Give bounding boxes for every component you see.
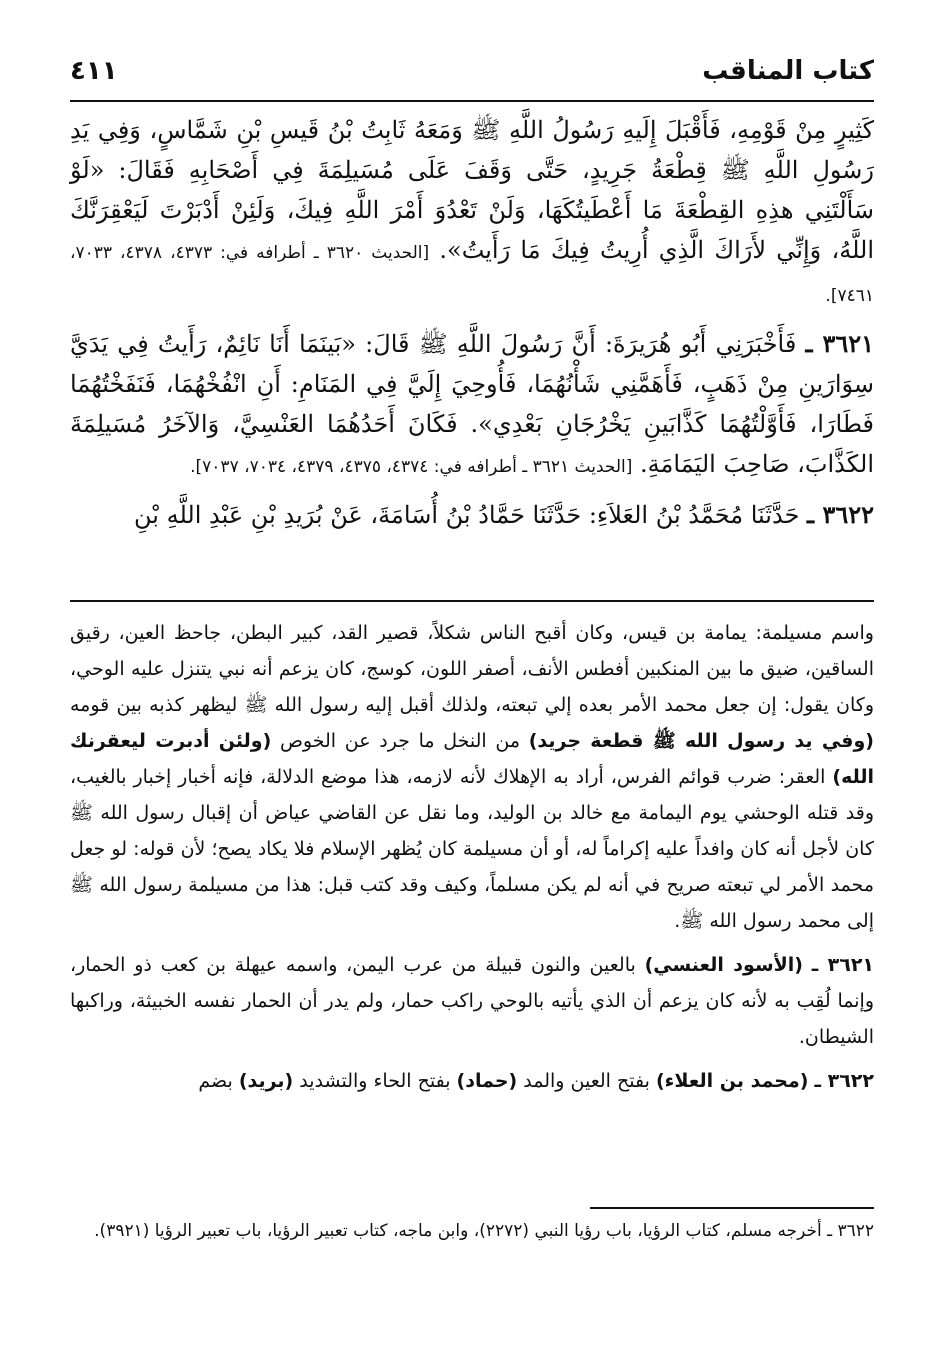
page-header xyxy=(70,52,874,102)
hadith-3622-text: حَدَّثَنَا مُحَمَّدُ بْنُ العَلاَءِ: حَدَّثَنَا حَمَّادُ بْنُ أُسَامَةَ، عَنْ بُرَيدِ بْنِ عَبْدِ اللَّهِ بْنِ xyxy=(134,501,800,529)
commentary-text: من النخل ما جرد عن الخوص xyxy=(279,730,521,752)
commentary-text: واسم مسيلمة: يمامة بن قيس، وكان أقبح الناس شكلاً، قصير القد، كبير البطن، جاحظ العين، رقيق الساقين، ضيق ما بين المنكبين أفطس الأنف، أصفر اللون، كوسج، كان يزعم أنه نبي يتنزل عليه الوحي، وكان يقول: إن جعل محمد الأمر بعده إلي تبعته، ولذلك أقبل إليه رسول الله ﷺ ليظهر كذبه بين قومه xyxy=(70,622,874,716)
commentary-text: بضم xyxy=(198,1070,233,1092)
commentary-text: العقر: ضرب قوائم الفرس، أراد به الإهلاك لأنه لازمه، هذا موضع الدلالة، فإنه أخبار إخبار بالغيب، وقد قتله الوحشي يوم اليمامة مع خالد بن الوليد، وما نقل عن القاضي عياض أن إقبال رسول الله ﷺ كان لأجل أنه كان وافداً عليه إكراماً له، أو أن مسيلمة كان يُظهر الإسلام فلا يكاد يصح؛ لأن قوله: لو جعل محمد الأمر لي تبعته صريح في أنه لم يكن مسلماً، وكيف وقد كتب قبل: هذا من مسيلمة رسول الله ﷺ إلى محمد رسول الله ﷺ. xyxy=(70,766,874,932)
commentary-heading: (وفي يد رسول الله ﷺ قطعة جريد) xyxy=(528,730,874,752)
commentary-heading: (بريد) xyxy=(238,1070,294,1092)
commentary-block xyxy=(70,615,874,1107)
page-number: ٤١١ xyxy=(70,56,118,86)
commentary-divider xyxy=(70,600,874,602)
hadith-3620-text: كَثِيرٍ مِنْ قَوْمِهِ، فَأَقْبَلَ إِلَيهِ رَسُولُ اللَّهِ ﷺ وَمَعَهُ ثَابِتُ بْنُ قَيسِ بْنِ شَمَّاسٍ، وَفِي يَدِ رَسُولِ اللَّهِ ﷺ قِطْعَةُ جَرِيدٍ، حَتَّى وَقَفَ عَلَى مُسَيلِمَةَ فِي أَصْحَابِهِ فَقَالَ: «لَوْ سَأَلْتَنِي هذِهِ القِطْعَةَ مَا أَعْطَيتُكَهَا، وَلَنْ تَعْدُوَ أَمْرَ اللَّهِ فِيكَ، وَلَئِنْ أَدْبَرْتَ لَيَعْقِرَنَّكَ اللَّهُ، وَإِنِّي لأَرَاكَ الَّذِي أُرِيتُ فِيكَ مَا رَأَيتُ». xyxy=(70,116,875,264)
hadith-3620-continuation xyxy=(70,110,874,316)
footnote-divider xyxy=(590,1207,874,1209)
commentary-number: ٣٦٢١ ـ xyxy=(811,954,875,976)
hadith-text-block xyxy=(70,110,874,543)
commentary-text: بالعين والنون قبيلة من عرب اليمن، واسمه عيهلة بن كعب ذو الحمار، وإنما لُقِب به لأنه كان يزعم أن الذي يأتيه بالوحي راكب حمار، ولم يدر أن الحمار نفسه الخبيثة، وراكبها الشيطان. xyxy=(70,954,874,1048)
commentary-heading: (الأسود العنسي) xyxy=(644,954,803,976)
hadith-3621-number: ٣٦٢١ ـ xyxy=(805,329,874,358)
commentary-text: بفتح الحاء والتشديد xyxy=(299,1070,451,1092)
commentary-heading: (ولئن أدبرت ليعقرنك الله) xyxy=(70,730,874,788)
hadith-3621-ref: [الحديث ٣٦٢١ ـ أطرافه في: ٤٣٧٤، ٤٣٧٥، ٤٣٧٩، ٧٠٣٤، ٧٠٣٧]. xyxy=(190,457,633,477)
footnote xyxy=(70,1215,874,1247)
hadith-3621 xyxy=(70,324,874,487)
hadith-3622-number: ٣٦٢٢ ـ xyxy=(807,500,874,529)
hadith-3621-text: فَأَخْبَرَنِي أَبُو هُرَيرَةَ: أَنَّ رَسُولَ اللَّهِ ﷺ قَالَ: «بَينَمَا أَنَا نَائِمٌ، رَأَيتُ فِي يَدَيَّ سِوَارَينِ مِنْ ذَهَبٍ، فَأَهَمَّنِي شَأْنُهُمَا، فَأُوحِيَ إِلَيَّ فِي المَنَامِ: أَنِ انْفُخْهُمَا، فَنَفَخْتُهُمَا فَطَارَا، فَأَوَّلْتُهُمَا كَذَّابَينِ يَخْرُجَانِ بَعْدِي». فَكَانَ أَحَدُهُمَا العَنْسِيَّ، وَالآخَرُ مُسَيلِمَةَ الكَذَّابَ، صَاحِبَ اليَمَامَةِ. xyxy=(70,330,874,478)
commentary-number: ٣٦٢٢ ـ xyxy=(814,1070,874,1092)
hadith-3620-ref: [الحديث ٣٦٢٠ ـ أطرافه في: ٤٣٧٣، ٤٣٧٨، ٧٠٣٣، ٧٤٦١]. xyxy=(70,243,874,306)
commentary-para-1 xyxy=(70,615,874,939)
hadith-3622 xyxy=(70,495,874,535)
commentary-text: بفتح العين والمد xyxy=(523,1070,650,1092)
running-title: كتاب المناقب xyxy=(702,56,874,86)
commentary-para-3621 xyxy=(70,947,874,1055)
footnote-text: ٣٦٢٢ ـ أخرجه مسلم، كتاب الرؤيا، باب رؤيا النبي (٢٢٧٢)، وابن ماجه، كتاب تعبير الرؤيا، باب تعبير الرؤيا (٣٩٢١). xyxy=(94,1221,874,1241)
commentary-para-3622 xyxy=(70,1063,874,1099)
commentary-heading: (حماد) xyxy=(456,1070,518,1092)
commentary-heading: (محمد بن العلاء) xyxy=(655,1070,809,1092)
